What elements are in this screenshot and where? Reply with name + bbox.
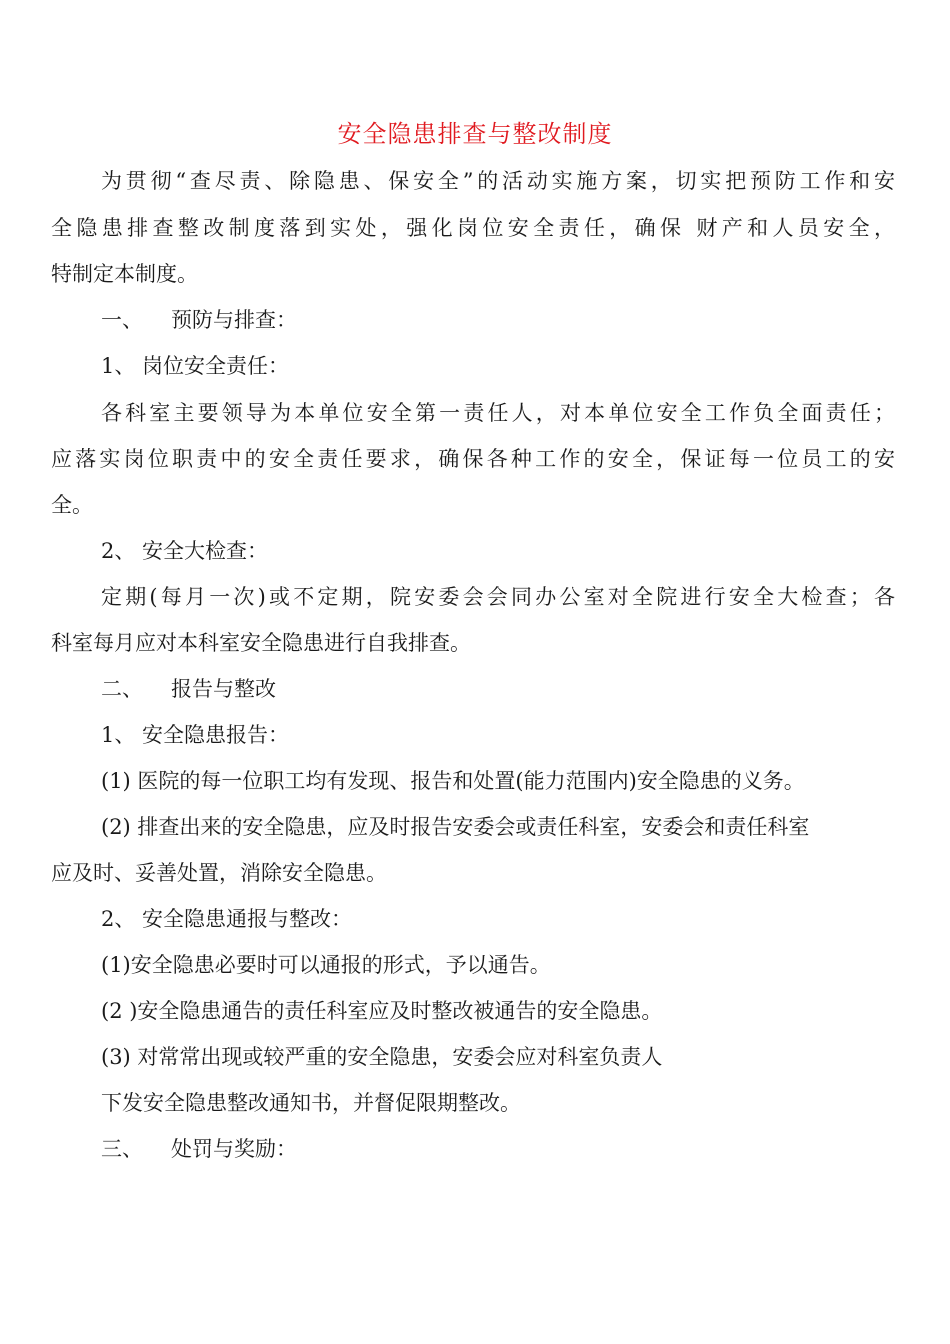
section-number: 三、 [101, 1137, 143, 1161]
body-2-2-p1: (1)安全隐患必要时可以通报的形式，予以通告。 [101, 953, 551, 977]
body-1-2-line-2: 科室每月应对本科室安全隐患进行自我排查。 [51, 631, 471, 655]
section-heading-1 [101, 305, 297, 335]
body-2-1-p2-line-1: (2) 排查出来的安全隐患，应及时报告安委会或责任科室，安委会和责任科室 [101, 815, 810, 839]
subheading-1-1: 1、 岗位安全责任： [101, 354, 290, 378]
section-heading-2 [101, 674, 276, 704]
body-2-1-p2-line-2: 应及时、妥善处置，消除安全隐患。 [51, 861, 387, 885]
intro-line-1: 为贯彻“查尽责、除隐患、保安全”的活动实施方案，切实把预防工作和安 [101, 169, 895, 193]
body-1-2-line-1: 定期(每月一次)或不定期，院安委会会同办公室对全院进行安全大检查；各 [101, 585, 895, 609]
body-2-2-p3-line-2: 下发安全隐患整改通知书，并督促限期整改。 [101, 1091, 521, 1115]
subheading-1-2: 2、 安全大检查： [101, 539, 269, 563]
body-1-1-line-1: 各科室主要领导为本单位安全第一责任人，对本单位安全工作负全面责任； [101, 401, 895, 425]
section-heading-3 [101, 1134, 297, 1164]
section-number: 二、 [101, 677, 143, 701]
body-2-2-p2: (2 )安全隐患通告的责任科室应及时整改被通告的安全隐患。 [101, 999, 663, 1023]
section-number: 一、 [101, 308, 143, 332]
body-2-2-p3-line-1: (3) 对常常出现或较严重的安全隐患，安委会应对科室负责人 [101, 1045, 663, 1069]
section-label: 报告与整改 [171, 677, 276, 701]
body-1-1-line-2: 应落实岗位职责中的安全责任要求，确保各种工作的安全，保证每一位员工的安 [51, 447, 895, 471]
subheading-2-2: 2、 安全隐患通报与整改： [101, 907, 353, 931]
body-2-1-p1: (1) 医院的每一位职工均有发现、报告和处置(能力范围内)安全隐患的义务。 [101, 769, 805, 793]
section-label: 处罚与奖励： [171, 1137, 297, 1161]
intro-line-2: 全隐患排查整改制度落到实处，强化岗位安全责任，确保 财产和人员安全， [51, 216, 895, 240]
subheading-2-1: 1、 安全隐患报告： [101, 723, 290, 747]
section-label: 预防与排查： [171, 308, 297, 332]
body-1-1-line-3: 全。 [51, 493, 93, 517]
document-title: 安全隐患排查与整改制度 [337, 120, 613, 148]
intro-line-3: 特制定本制度。 [51, 262, 198, 286]
